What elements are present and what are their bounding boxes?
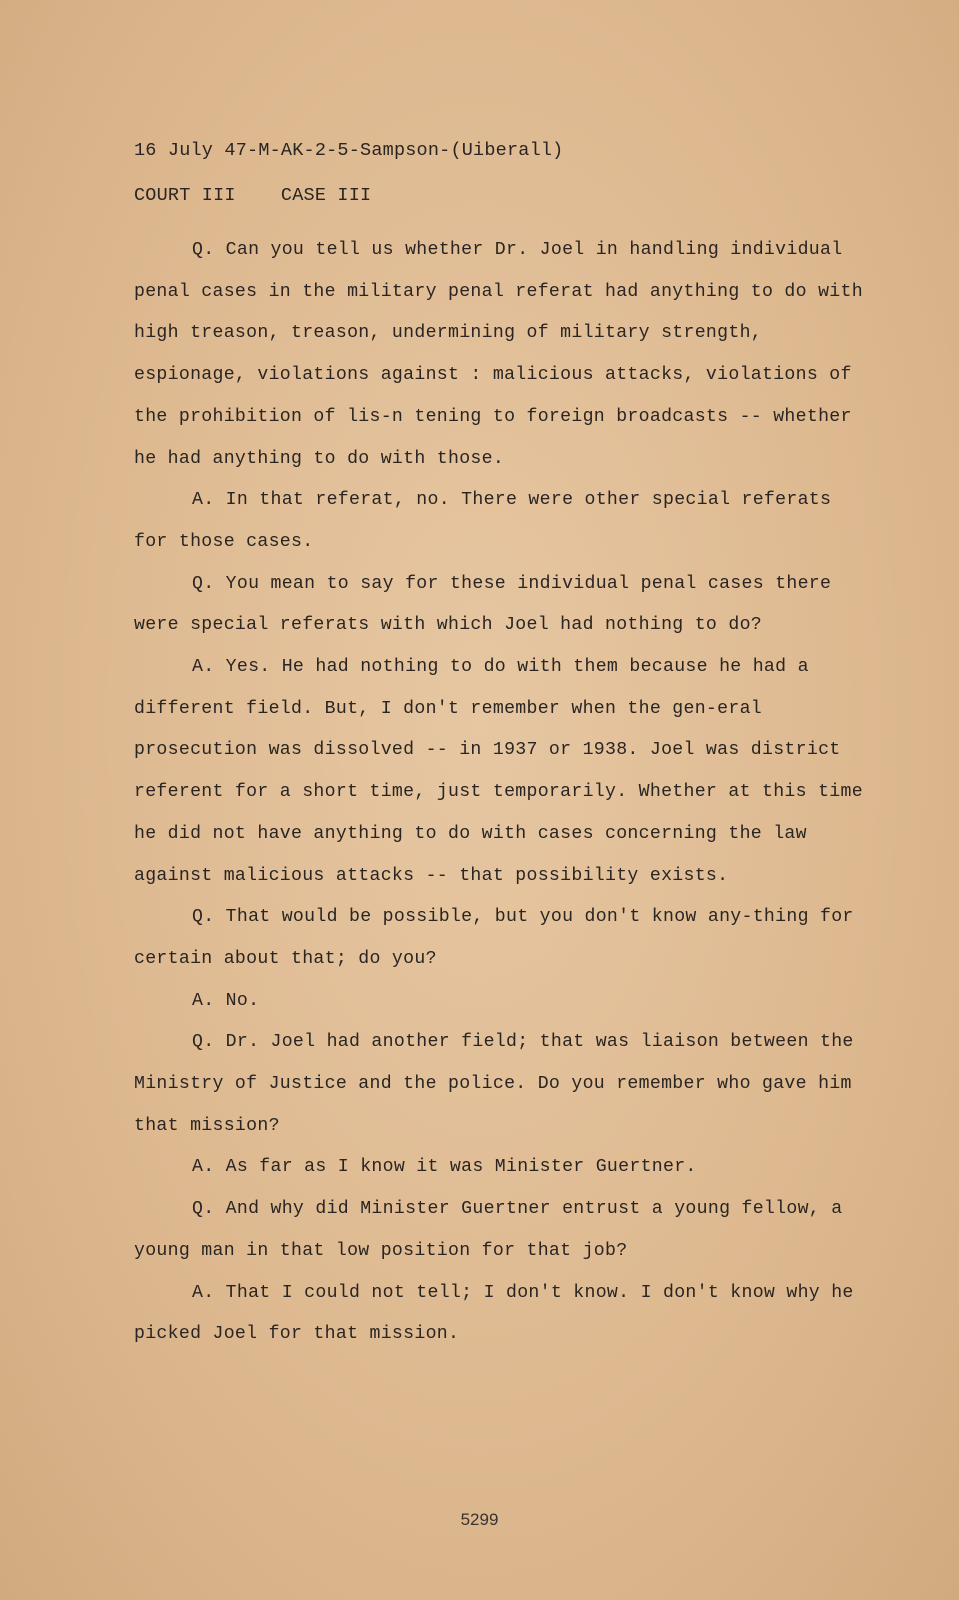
page-number: 5299 (460, 1510, 499, 1529)
transcript-paragraph: A. That I could not tell; I don't know. I don't know why he picked Joel for that mission. (134, 1282, 854, 1345)
transcript-paragraph: Q. You mean to say for these individual penal cases there were special referats with which Joel had nothing to do? (134, 573, 832, 636)
transcript-paragraph: Q. Dr. Joel had another field; that was liaison between the Ministry of Justice and the police. Do you remember who gave him that mission? (134, 1032, 854, 1136)
transcript-paragraph: A. In that referat, no. There were other special referats for those cases. (134, 490, 832, 552)
header-line-date: 16 July 47-M-AK-2-5-Sampson-(Uiberall) (134, 140, 564, 161)
document-header (134, 128, 563, 218)
header-line-court: COURT III CASE III (134, 185, 372, 206)
transcript-paragraph: Q. And why did Minister Guertner entrust a young fellow, a young man in that low position for that job? (134, 1199, 843, 1261)
transcript-body (134, 230, 864, 1356)
transcript-paragraph: Q. Can you tell us whether Dr. Joel in handling individual penal cases in the military penal referat had anything to do with high treason, treason, undermining of military strength, espionage, violations against : malicious attacks, violations of the prohibition of lis-n tening to foreign broadcasts -- whether he had anything to do with those. (134, 240, 863, 469)
transcript-paragraph: A. As far as I know it was Minister Guertner. (192, 1157, 697, 1178)
transcript-paragraph: Q. That would be possible, but you don't know any-thing for certain about that; do you? (134, 907, 854, 969)
transcript-paragraph: A. Yes. He had nothing to do with them because he had a different field. But, I don't remember when the gen-eral prosecution was dissolved -- in 1937 or 1938. Joel was district referent for a short time, just temporarily. Whether at this time he did not have anything to do with cases concerning the law against malicious attacks -- that possibility exists. (134, 657, 863, 886)
transcript-paragraph: A. No. (192, 990, 260, 1011)
